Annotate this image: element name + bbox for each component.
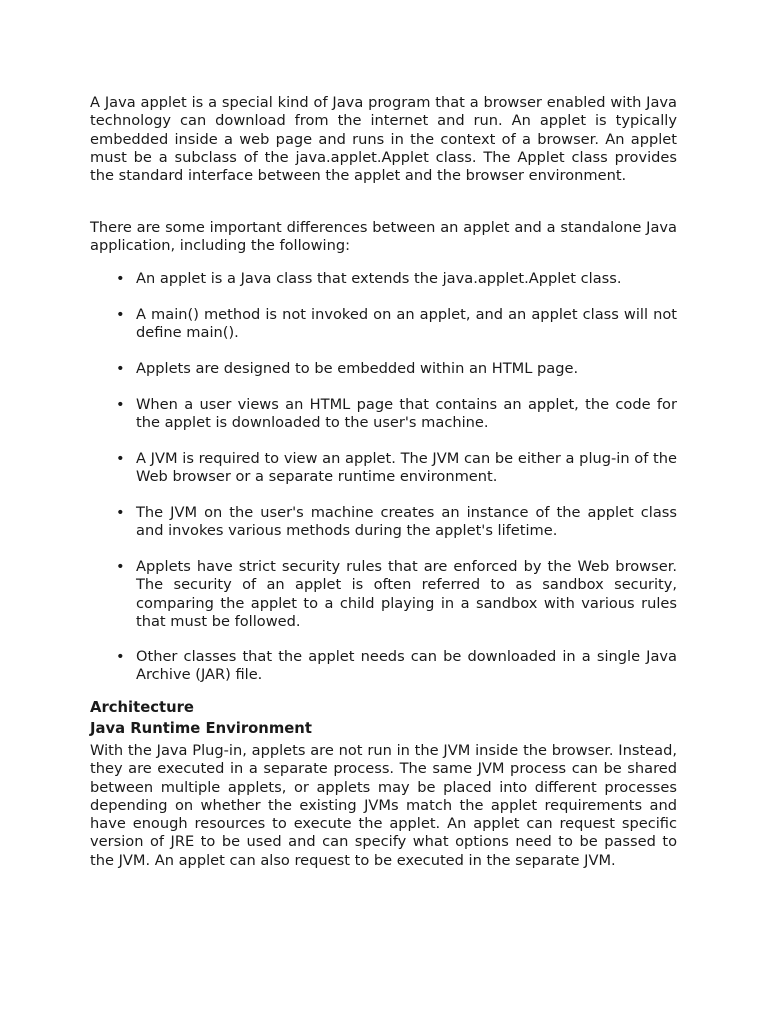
heading-jre: Java Runtime Environment: [90, 720, 312, 737]
bullet-icon: •: [116, 360, 125, 377]
list-item: • An applet is a Java class that extends the java.applet.Applet class.: [116, 270, 622, 287]
list-item: • A main() method is not invoked on an applet, and an applet class will not define main().: [116, 306, 677, 342]
list-item: • The JVM on the user's machine creates an instance of the applet class and invokes various methods during the applet's lifetime.: [116, 504, 677, 540]
bullet-icon: •: [116, 450, 125, 467]
bullet-icon: •: [116, 648, 125, 665]
list-item: • When a user views an HTML page that contains an applet, the code for the applet is downloaded to the user's machine.: [116, 396, 677, 432]
bullet-icon: •: [116, 558, 125, 575]
intro-paragraph: A Java applet is a special kind of Java program that a browser enabled with Java technology can download from the internet and run. An applet is typically embedded inside a web page and runs in the context of a browser. An applet must be a subclass of the java.applet.Applet class. The Applet class provides the standard interface between the applet and the browser environment.: [90, 94, 677, 185]
list-item: • Other classes that the applet needs can be downloaded in a single Java Archive (JAR) file.: [116, 648, 677, 684]
bullet-icon: •: [116, 306, 125, 323]
bullet-icon: •: [116, 396, 125, 413]
bullet-icon: •: [116, 270, 125, 287]
list-item: • Applets are designed to be embedded within an HTML page.: [116, 360, 579, 377]
bullet-icon: •: [116, 504, 125, 521]
list-item: • Applets have strict security rules that are enforced by the Web browser. The security of an applet is often referred to as sandbox security, comparing the applet to a child playing in a sandbox with various rules that must be followed.: [116, 558, 677, 630]
list-item: • A JVM is required to view an applet. The JVM can be either a plug-in of the Web browser or a separate runtime environment.: [116, 450, 677, 486]
heading-architecture: Architecture: [90, 699, 194, 716]
jre-paragraph: With the Java Plug-in, applets are not run in the JVM inside the browser. Instead, they are executed in a separate process. The same JVM process can be shared between multiple applets, or applets may be placed into different processes depending on whether the existing JVMs match the applet requirements and have enough resources to execute the applet. An applet can request specific version of JRE to be used and can specify what options need to be passed to the JVM. An applet can also request to be executed in the separate JVM.: [90, 742, 677, 869]
differences-intro: There are some important differences between an applet and a standalone Java application, including the following:: [90, 219, 677, 255]
